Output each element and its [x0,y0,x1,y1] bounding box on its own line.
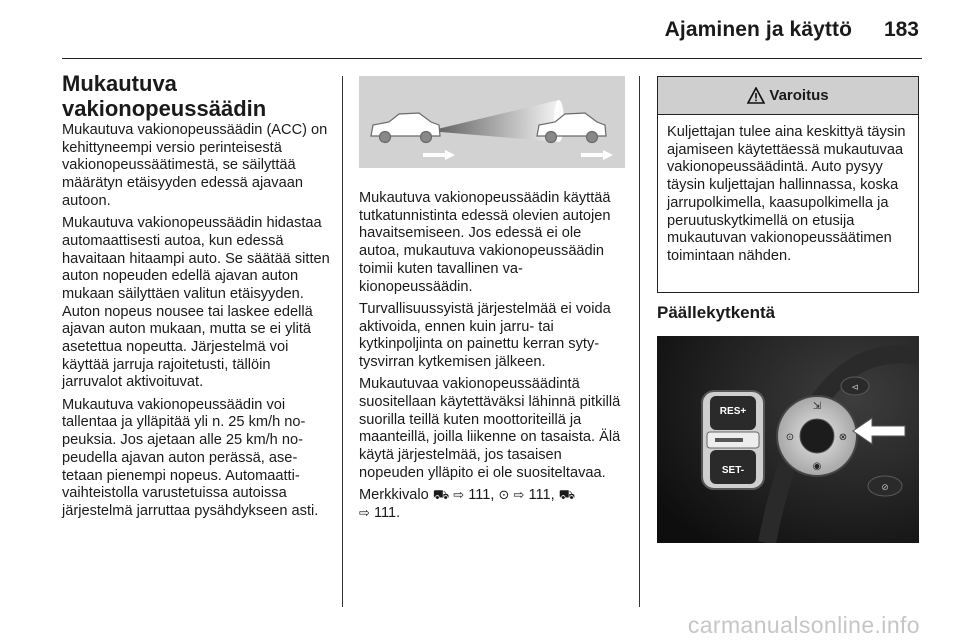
svg-text:⇲: ⇲ [812,401,822,412]
svg-text:RES+: RES+ [719,406,747,417]
see-page-icon: ⇨ [513,488,525,504]
warning-triangle-icon [747,87,765,104]
vehicle-ahead-icon: ⛟ [558,488,576,504]
warning-label: Varoitus [769,87,829,104]
reference-line: Merkkivalo ⛟ ⇨ 111, ⊙ ⇨ 111, ⛟ ⇨ 111. [359,487,576,521]
see-page-icon: ⇨ [453,488,465,504]
paragraph: Mukautuva vakionopeussäädin (ACC) on kehittyneempi versio perinteisestä vakionopeussäätimestä, se säilyttää määrätyn etäisyyden edessä ajavaan autoon. [62,122,328,209]
acc-control-pad [777,396,857,476]
chapter-title: Ajaminen ja käyttö [664,18,852,41]
car-indicator-icon: ⛟ [432,488,450,504]
warning-header [658,77,918,115]
steering-wheel-controls-photo [657,336,919,543]
column-left [62,72,332,525]
see-page-icon: ⇨ [359,505,370,521]
column-divider [342,76,343,607]
svg-text:⊗: ⊗ [838,432,848,443]
warning-text: Kuljettajan tulee aina keskittyä täysin ajamiseen käytettäessä mukautuvaa vakionopeussäädintä. Auto pysyy täysin kuljettajan hallinnassa, koska jarrupolkimella, kaasupolkimella ja peruutuskytkimellä on etusija mukautuvan vakionopeussäätimen toimintaan nähden. [667,124,906,264]
paragraph: Turvallisuussyistä järjestelmää ei voida aktivoida, ennen kuin jarru- tai kytkinpoljinta on painettu kerran sytytysvirran kytkemisen jälkeen. [359,300,611,370]
page-link[interactable]: 111, [468,487,495,504]
warning-box [657,76,919,293]
svg-text:SET-: SET- [721,465,745,476]
svg-text:⊘: ⊘ [881,483,889,493]
section-title: Mukautuva vakionopeussäädin [62,71,267,121]
direction-arrow-icon [423,150,613,160]
paragraph: Mukautuva vakionopeussäädin käyttää tutkatunnistinta edessä olevien autojen havaitsemiseen. Jos edessä ei ole autoa, mukautuva vakionopeussäädin toimii kuten tavallinen vakionopeussäädin. [359,190,611,295]
cruise-indicator-icon: ⊙ [498,488,510,504]
watermark: carmanualsonline.info [687,612,920,638]
svg-text:⊙: ⊙ [785,432,795,443]
res-set-rocker-switch [702,391,764,489]
svg-text:⊲: ⊲ [851,383,859,393]
page-number: 183 [883,18,919,41]
paragraph: Mukautuva vakionopeussäädin voi tallentaa ja ylläpitää yli n. 25 km/h nopeuksia. Jos ajetaan alle 25 km/h nopeudella ajavan auton perässä, asetetaan pienempi nopeus. Automaattivaihteistolla varustetuissa autoissa järjestelmä jarruttaa pysähdykseen asti. [62,396,319,519]
svg-text:◉: ◉ [812,461,822,472]
header-divider [62,58,922,59]
paragraph: Mukautuvaa vakionopeussäädintä suositellaan käytettäväksi lähinnä pitkillä suorilla teillä kuten moottoriteillä ja maanteillä, joilla liikenne on tasaista. Älä käytä järjestelmää, jos tasaisen nopeuden ylläpito ei ole suositeltavaa. [359,376,621,481]
column-middle [359,190,625,527]
page-link[interactable]: 111, [528,487,555,504]
page-link[interactable]: 111. [373,504,401,521]
paragraph: Mukautuva vakionopeussäädin hidastaa automaattisesti autoa, kun edessä havaitaan hitaampi auto. Se säätää sitten auton nopeuden edellä ajavan auton mukaan säilyttäen valitun etäisyyden. Auton nopeus nousee tai laskee edellä ajavan auton mukaan, mutta se ei ylitä asetettua nopeutta. Järjestelmä voi käyttää jarruja rajoitetusti, tällöin jarruvalot aktivoituvat. [62,215,330,391]
page-header [0,0,960,62]
acc-radar-illustration [359,76,625,168]
rear-car-icon [371,113,440,143]
column-divider [639,76,640,607]
subsection-title: Päällekytkentä [657,303,776,322]
